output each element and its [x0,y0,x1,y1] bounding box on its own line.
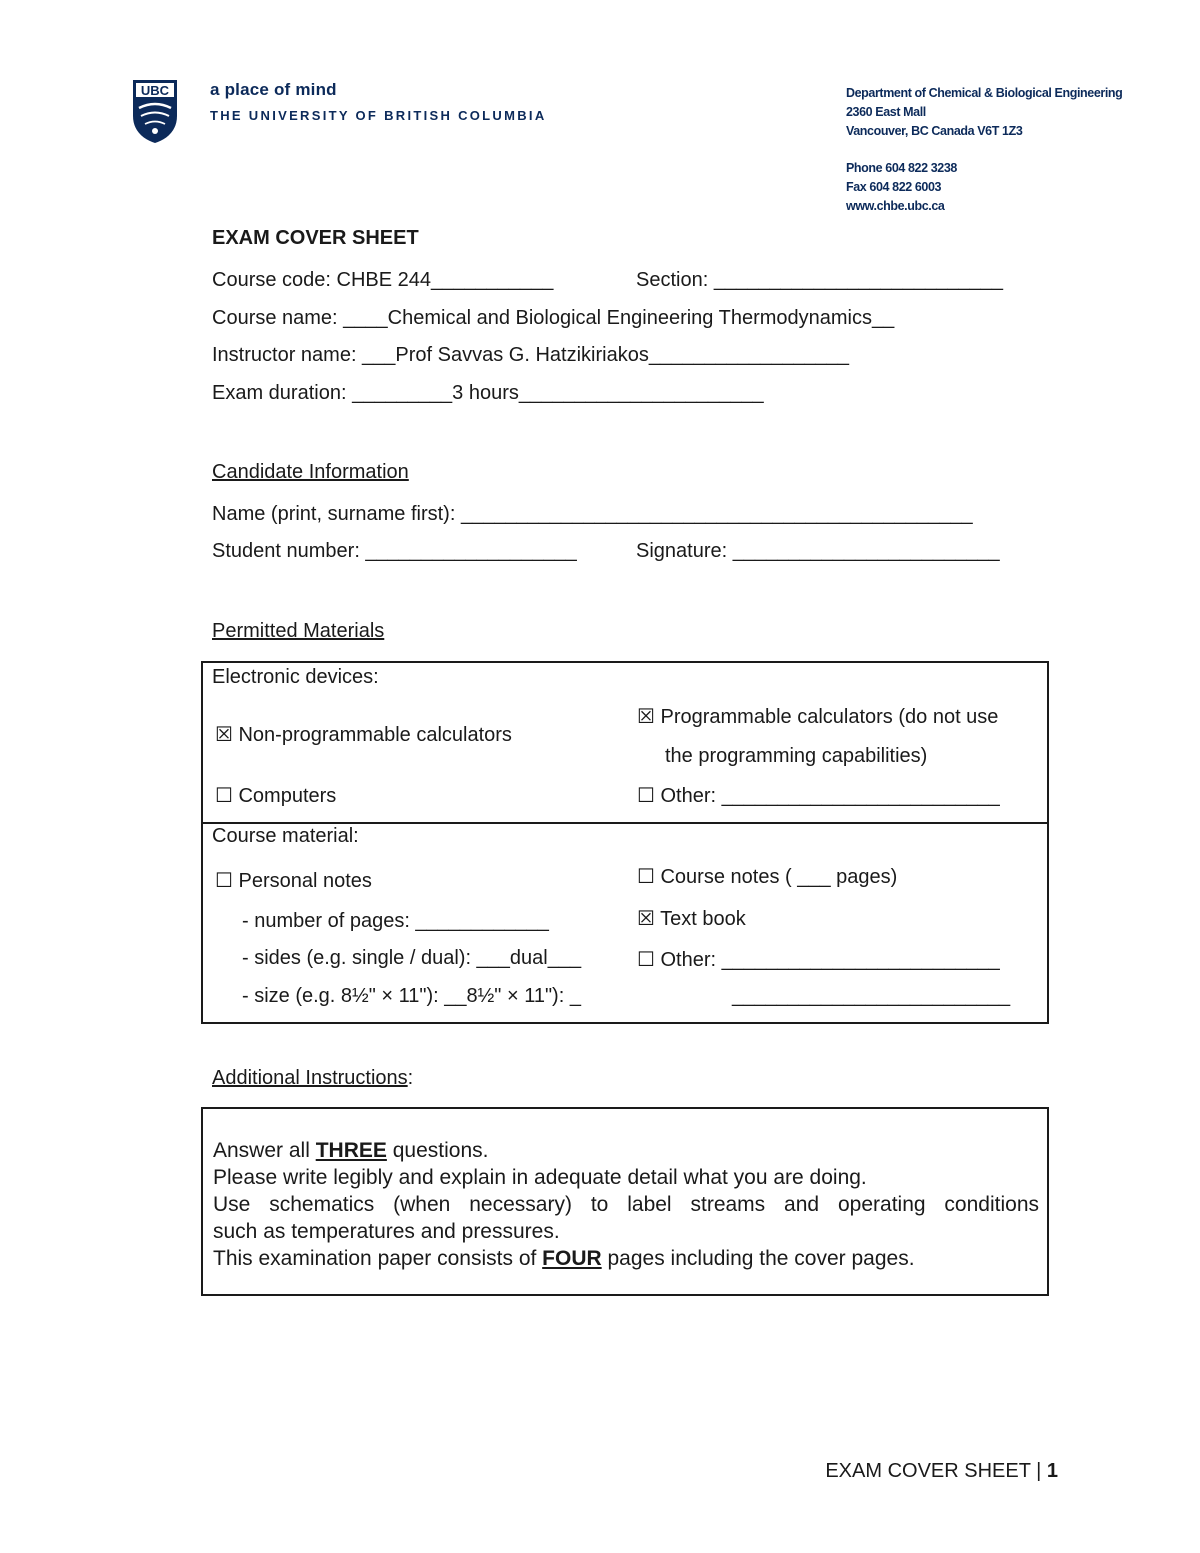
fax-number: Fax 604 822 6003 [846,180,942,194]
section-field[interactable]: Section: __________________________ [636,269,1004,291]
address-city: Vancouver, BC Canada V6T 1Z3 [846,124,1023,138]
instruction-5-suffix: pages including the cover pages. [601,1247,915,1270]
course-material-other-continued[interactable]: _________________________ [732,985,1011,1007]
non-programmable-calculators-checkbox[interactable]: ☒ Non-programmable calculators [215,724,512,746]
department-name: Department of Chemical & Biological Engineering [846,86,1123,100]
course-notes-checkbox[interactable]: ☐ Course notes ( ___ pages) [637,866,898,888]
course-material-label: Course material: [212,825,359,847]
instruction-1-prefix: Answer all [213,1139,316,1162]
logo-text: UBC [140,83,170,98]
additional-instructions-heading-text: Additional Instructions [212,1067,408,1089]
course-material-other-checkbox[interactable]: ☐ Other: _________________________ [637,949,1000,971]
university-name: THE UNIVERSITY OF BRITISH COLUMBIA [210,108,547,123]
additional-instructions-heading [212,1067,413,1090]
sides-field[interactable]: - sides (e.g. single / dual): ___dual___ [242,947,582,969]
electronic-devices-box [201,661,1049,824]
page-footer [825,1460,1058,1483]
student-number-field[interactable]: Student number: ___________________ [212,540,577,562]
instruction-line-1 [213,1137,1039,1164]
phone-number: Phone 604 822 3238 [846,161,957,175]
candidate-name-field[interactable]: Name (print, surname first): ______________________________________________ [212,503,973,525]
programmable-calculators-checkbox[interactable]: ☒ Programmable calculators (do not use [637,706,999,728]
signature-field[interactable]: Signature: ________________________ [636,540,1000,562]
size-field[interactable]: - size (e.g. 8½" × 11"): __8½" × 11"): _ [242,985,581,1007]
number-of-pages-field[interactable]: - number of pages: ____________ [242,910,549,932]
personal-notes-checkbox[interactable]: ☐ Personal notes [215,870,372,892]
electronic-devices-label: Electronic devices: [212,666,379,688]
instructions-box [201,1107,1049,1296]
candidate-info-heading: Candidate Information [212,461,409,483]
permitted-materials-heading: Permitted Materials [212,620,385,642]
three-emphasis: THREE [315,1139,387,1162]
electronic-other-checkbox[interactable]: ☐ Other: _________________________ [637,785,1000,807]
tagline: a place of mind [210,80,337,99]
programmable-calculators-note: the programming capabilities) [665,745,928,767]
course-code-field[interactable]: Course code: CHBE 244___________ [212,269,554,291]
exam-duration-field[interactable]: Exam duration: _________3 hours______________________ [212,382,764,404]
course-material-box [201,822,1049,1024]
additional-instructions-colon: : [407,1067,414,1089]
instruction-line-4: such as temperatures and pressures. [213,1220,560,1243]
ubc-crest-logo [131,78,179,144]
department-address-block [846,84,1122,216]
four-emphasis: FOUR [542,1247,602,1270]
text-book-checkbox[interactable]: ☒ Text book [637,908,746,930]
footer-label: EXAM COVER SHEET | [825,1460,1047,1482]
computers-checkbox[interactable]: ☐ Computers [215,785,337,807]
instruction-line-2: Please write legibly and explain in adequate detail what you are doing. [213,1166,867,1189]
instruction-line-5 [213,1245,1039,1272]
instruction-1-suffix: questions. [386,1139,489,1162]
page-number: 1 [1046,1460,1058,1482]
website-link[interactable]: www.chbe.ubc.ca [846,199,945,213]
instruction-5-prefix: This examination paper consists of [213,1247,543,1270]
course-name-field[interactable]: Course name: ____Chemical and Biological Engineering Thermodynamics__ [212,307,895,329]
page-title: EXAM COVER SHEET [212,227,419,249]
address-street: 2360 East Mall [846,105,926,119]
instructor-name-field[interactable]: Instructor name: ___Prof Savvas G. Hatzikiriakos__________________ [212,344,850,366]
instruction-line-3: Use schematics (when necessary) to label streams and operating conditions [213,1193,1039,1216]
